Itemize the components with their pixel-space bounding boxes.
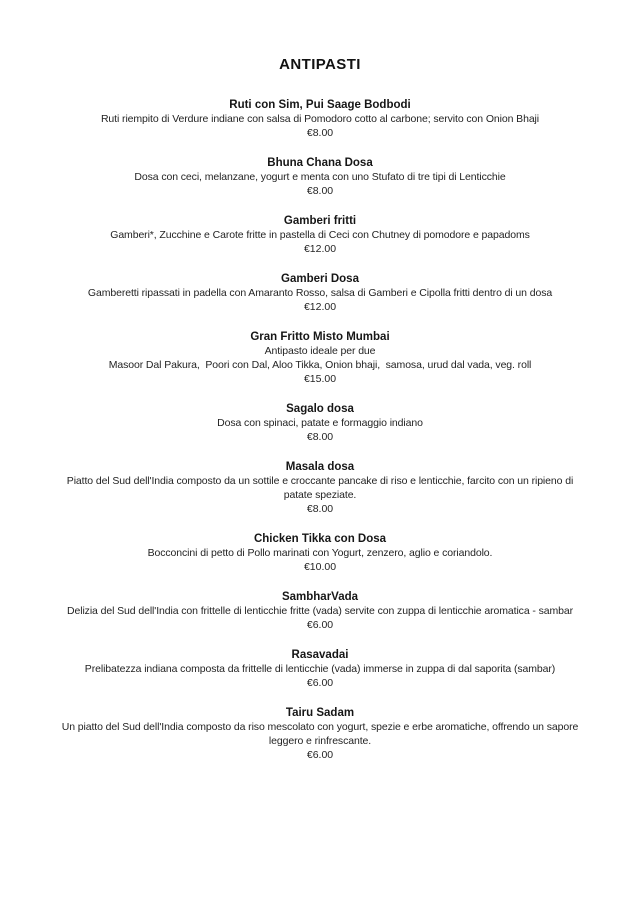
item-price: €6.00 <box>306 677 334 689</box>
section-title: ANTIPASTI <box>279 56 361 73</box>
item-price: €12.00 <box>303 301 337 313</box>
item-price: €8.00 <box>306 185 334 197</box>
item-name: Gran Fritto Misto Mumbai <box>250 331 390 343</box>
item-name: Sagalo dosa <box>286 403 354 415</box>
item-price: €8.00 <box>306 503 334 515</box>
item-description-line: Piatto del Sud dell'India composto da un sottile e croccante pancake di riso e lenticchie, farcito con un ripieno di <box>66 475 574 487</box>
item-description-line: Ruti riempito di Verdure indiane con salsa di Pomodoro cotto al carbone; servito con Onion Bhaji <box>100 113 540 125</box>
item-price: €8.00 <box>306 127 334 139</box>
item-name: Tairu Sadam <box>285 707 355 719</box>
item-description-line: Gamberi*, Zucchine e Carote fritte in pastella di Ceci con Chutney di pomodore e papadoms <box>110 229 530 241</box>
item-description <box>28 286 612 300</box>
item-description <box>28 474 612 502</box>
item-description <box>28 720 612 748</box>
item-price: €12.00 <box>303 243 337 255</box>
item-description-line: leggero e rinfrescante. <box>268 735 372 747</box>
item-description <box>28 604 612 618</box>
menu-item <box>28 532 612 574</box>
item-name: Chicken Tikka con Dosa <box>253 533 387 545</box>
item-description-line: Gamberetti ripassati in padella con Amaranto Rosso, salsa di Gamberi e Cipolla fritti dentro di un dosa <box>87 287 553 299</box>
item-price: €6.00 <box>306 749 334 761</box>
menu-item <box>28 272 612 314</box>
item-description-line: Dosa con ceci, melanzane, yogurt e menta con uno Stufato di tre tipi di Lenticchie <box>134 171 506 183</box>
item-description <box>28 344 612 372</box>
item-description-line: Bocconcini di petto di Pollo marinati con Yogurt, zenzero, aglio e coriandolo. <box>147 547 493 559</box>
item-price: €15.00 <box>303 373 337 385</box>
menu-item <box>28 648 612 690</box>
item-price: €8.00 <box>306 431 334 443</box>
item-price: €6.00 <box>306 619 334 631</box>
item-description <box>28 112 612 126</box>
menu-item <box>28 590 612 632</box>
item-description-line: Un piatto del Sud dell'India composto da riso mescolato con yogurt, spezie e erbe aromatiche, offrendo un sapore <box>61 721 579 733</box>
menu-items <box>28 98 612 762</box>
item-name: SambharVada <box>281 591 359 603</box>
item-description <box>28 170 612 184</box>
item-description <box>28 416 612 430</box>
item-name: Gamberi Dosa <box>281 273 359 285</box>
item-description <box>28 228 612 242</box>
item-description-line: Masoor Dal Pakura, Poori con Dal, Aloo Tikka, Onion bhaji, samosa, urud dal vada, veg. roll <box>108 359 532 371</box>
menu-item <box>28 460 612 516</box>
item-description-line: Dosa con spinaci, patate e formaggio indiano <box>217 417 423 429</box>
menu-item <box>28 706 612 762</box>
item-name: Masala dosa <box>285 461 355 473</box>
item-description <box>28 546 612 560</box>
item-name: Bhuna Chana Dosa <box>267 157 373 169</box>
item-description-line: Delizia del Sud dell'India con frittelle di lenticchie fritte (vada) servite con zuppa di lenticchie aromatica - sambar <box>66 605 574 617</box>
menu-item <box>28 156 612 198</box>
item-name: Ruti con Sim, Pui Saage Bodbodi <box>229 99 411 111</box>
item-price: €10.00 <box>303 561 337 573</box>
item-description-line: Antipasto ideale per due <box>264 345 376 357</box>
item-name: Gamberi fritti <box>283 215 357 227</box>
menu-item <box>28 330 612 386</box>
item-description <box>28 662 612 676</box>
item-name: Rasavadai <box>291 649 349 661</box>
menu-item <box>28 214 612 256</box>
menu-item <box>28 98 612 140</box>
menu-item <box>28 402 612 444</box>
item-description-line: patate speziate. <box>283 489 357 501</box>
item-description-line: Prelibatezza indiana composta da frittelle di lenticchie (vada) immerse in zuppa di dal saporita (sambar) <box>84 663 556 675</box>
